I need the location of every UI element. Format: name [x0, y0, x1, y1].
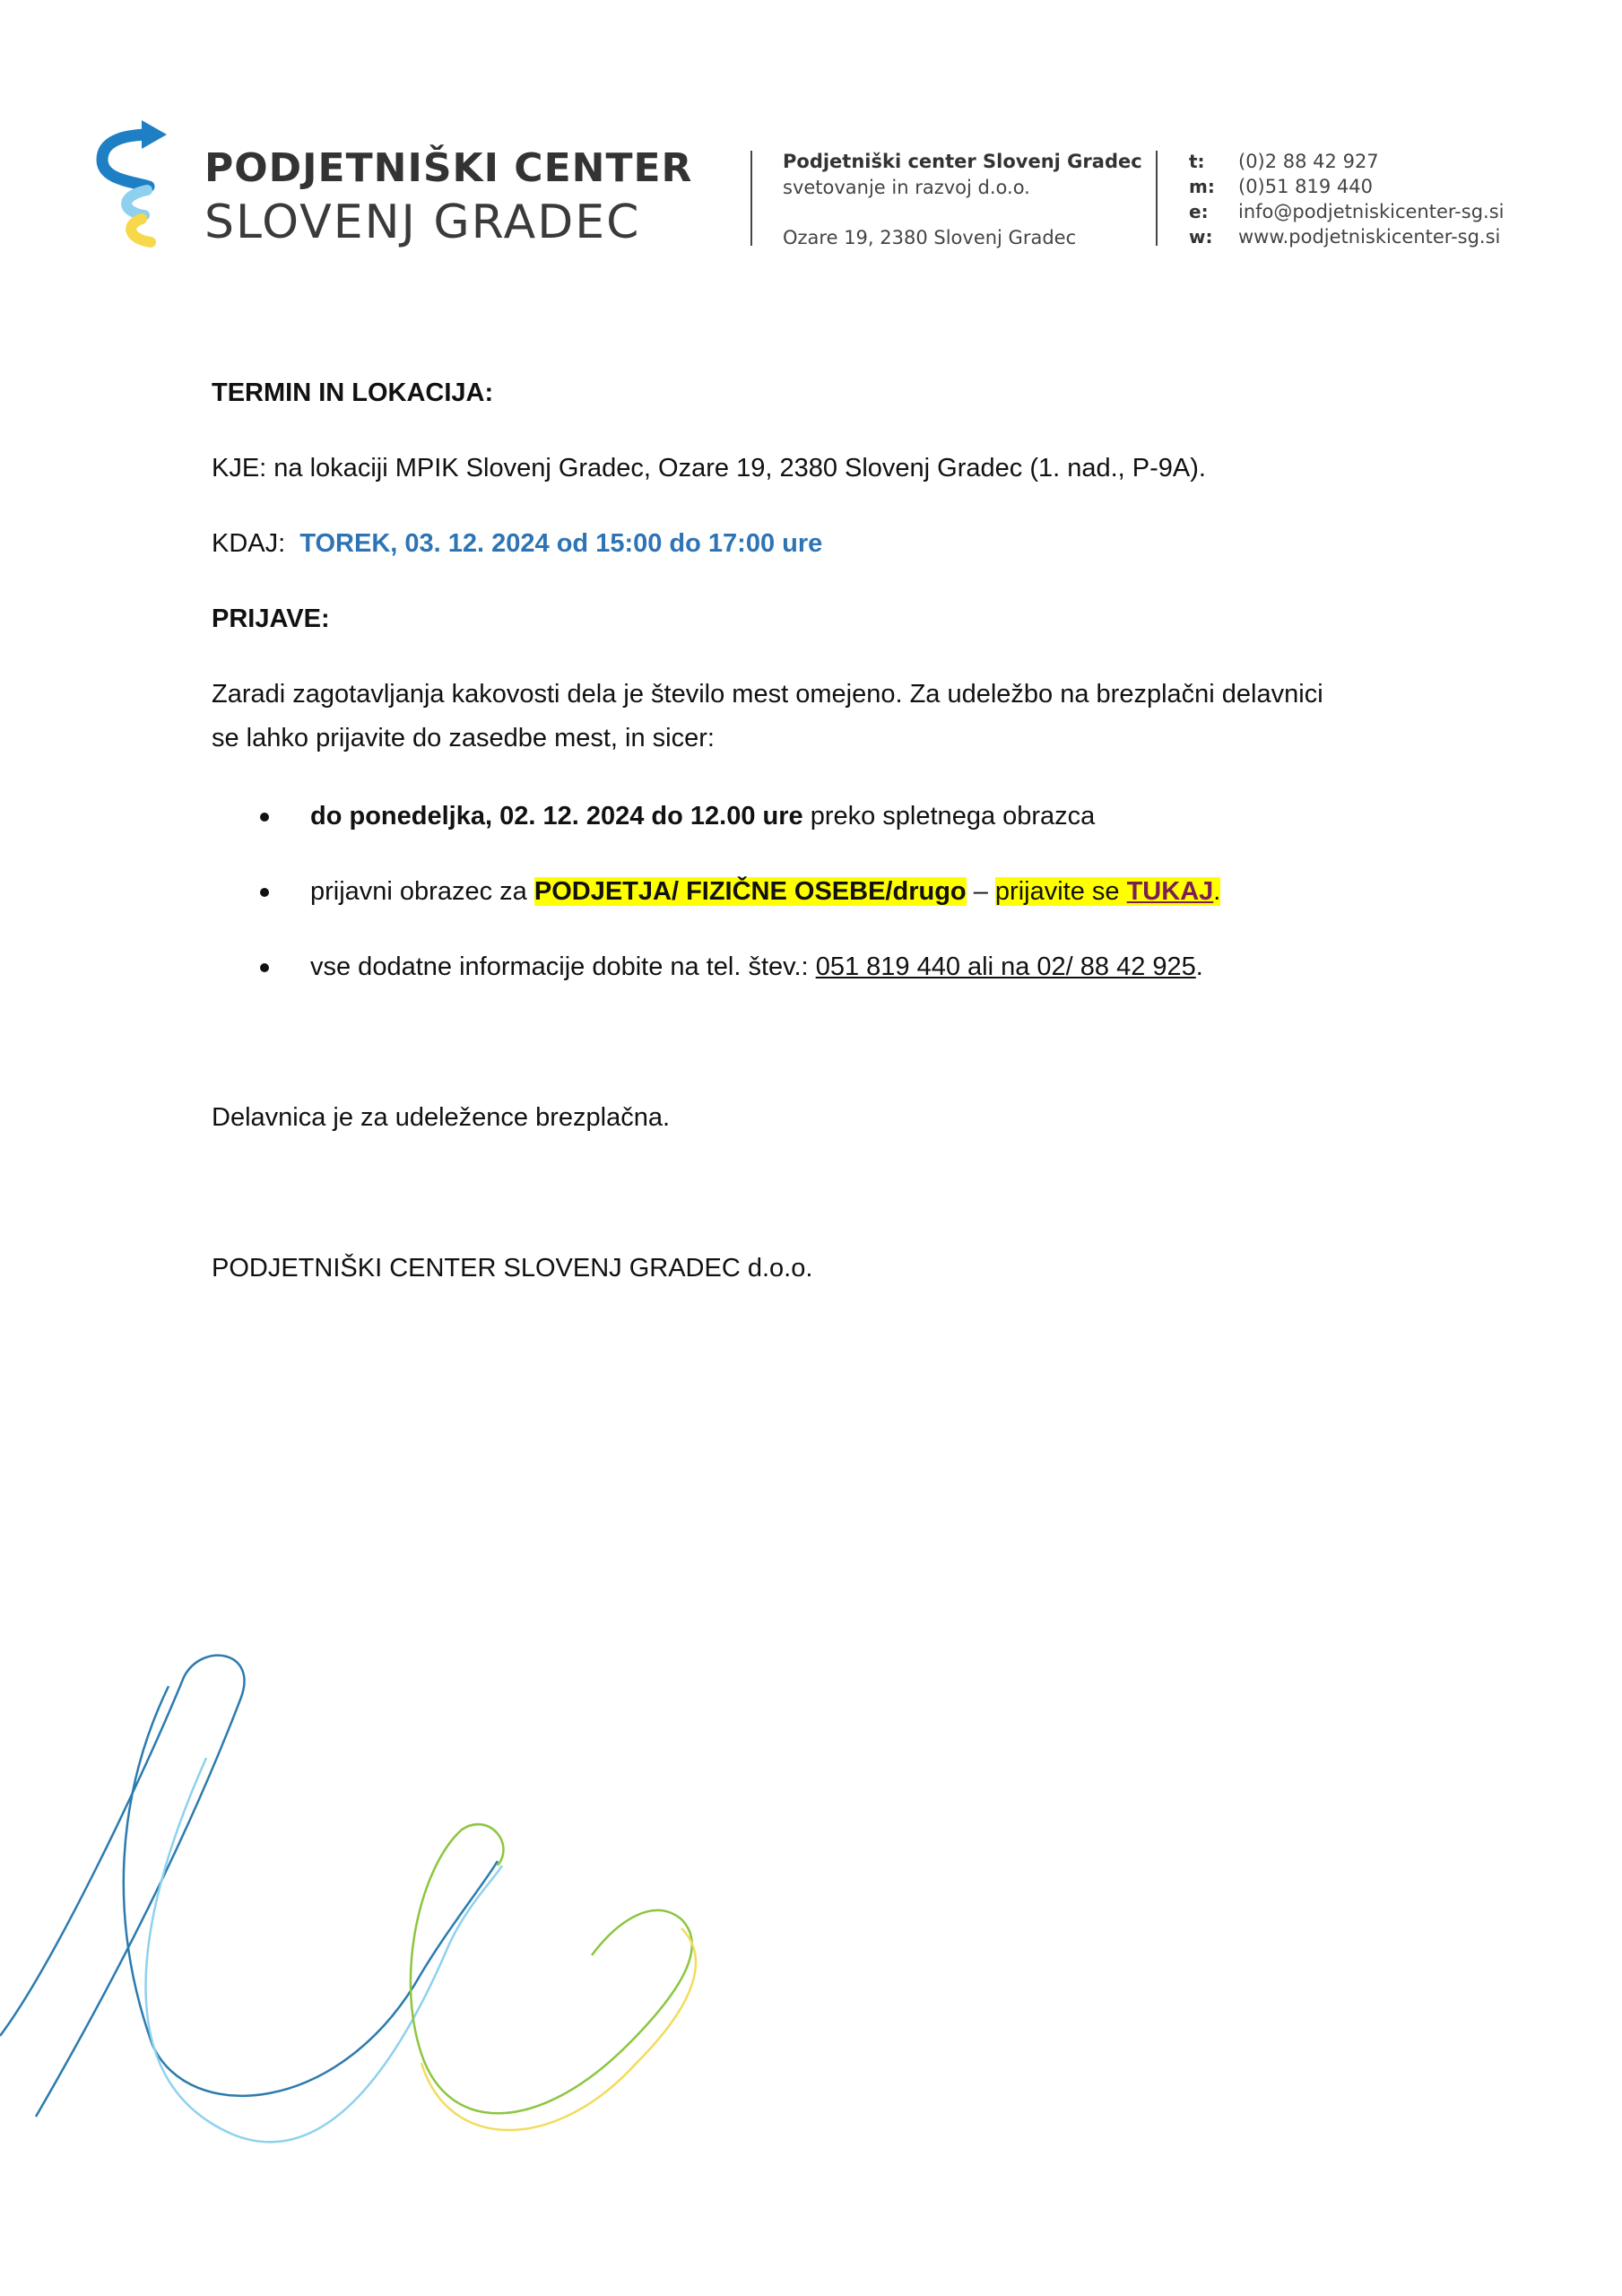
- intro-line-1: Zaradi zagotavljanja kakovosti dela je število mest omejeno. Za udeležbo na brezplačni delavnici: [212, 680, 1323, 709]
- contact-end: .: [1195, 952, 1203, 981]
- contact-email[interactable]: info@podjetniskicenter-sg.si: [1238, 201, 1505, 222]
- bullet-icon: [260, 963, 269, 972]
- logo-swirl-icon: [95, 115, 185, 249]
- header-divider: [1156, 151, 1158, 246]
- bullet-icon: [260, 888, 269, 897]
- org-address: Ozare 19, 2380 Slovenj Gradec: [783, 227, 1077, 248]
- heading-termin-lokacija: TERMIN IN LOKACIJA:: [212, 378, 494, 407]
- tukaj-link[interactable]: TUKAJ: [1126, 877, 1214, 906]
- header-divider: [750, 151, 752, 246]
- bullet-icon: [260, 813, 269, 822]
- date-value: TOREK, 03. 12. 2024 od 15:00 do 17:00 ure: [299, 529, 823, 558]
- logo-text-line1: PODJETNIŠKI CENTER: [204, 145, 693, 191]
- signature: PODJETNIŠKI CENTER SLOVENJ GRADEC d.o.o.: [212, 1254, 813, 1283]
- decorative-swirl-icon: [0, 1650, 735, 2206]
- form-end: .: [1213, 877, 1221, 906]
- form-highlight: PODJETJA/ FIZIČNE OSEBE/drugo: [533, 877, 967, 906]
- org-subtitle: svetovanje in razvoj d.o.o.: [783, 177, 1030, 198]
- form-post: prijavite se: [994, 877, 1120, 906]
- contact-mobile-key: m:: [1189, 176, 1215, 197]
- list-item-deadline: [310, 795, 1095, 839]
- contact-phone: (0)2 88 42 927: [1238, 151, 1379, 172]
- contact-web-key: w:: [1189, 226, 1213, 248]
- contact-pre: vse dodatne informacije dobite na tel. štev.:: [310, 952, 809, 981]
- deadline-bold: do ponedeljka, 02. 12. 2024 do 12.00 ure: [310, 802, 803, 831]
- form-cta: [995, 877, 1220, 906]
- date-line: [212, 522, 822, 566]
- contact-website[interactable]: www.podjetniskicenter-sg.si: [1238, 226, 1501, 248]
- date-label: KDAJ:: [212, 529, 286, 558]
- list-item-contact: [310, 945, 1203, 989]
- location-line: KJE: na lokaciji MPIK Slovenj Gradec, Ozare 19, 2380 Slovenj Gradec (1. nad., P-9A).: [212, 454, 1206, 483]
- contact-phone-link[interactable]: 051 819 440 ali na 02/ 88 42 925: [815, 952, 1196, 981]
- form-pre: prijavni obrazec za: [310, 877, 527, 906]
- deadline-rest: preko spletnega obrazca: [810, 802, 1096, 831]
- form-dash: –: [973, 877, 988, 906]
- list-item-form: [310, 870, 1220, 914]
- logo-text-line2: SLOVENJ GRADEC: [204, 196, 641, 249]
- free-note: Delavnica je za udeležence brezplačna.: [212, 1103, 671, 1132]
- contact-mobile: (0)51 819 440: [1238, 176, 1373, 197]
- org-name: Podjetniški center Slovenj Gradec: [783, 151, 1142, 172]
- intro-line-2: se lahko prijavite do zasedbe mest, in sicer:: [212, 724, 715, 752]
- contact-email-key: e:: [1189, 201, 1209, 222]
- contact-phone-key: t:: [1189, 151, 1205, 172]
- heading-prijave: PRIJAVE:: [212, 604, 330, 633]
